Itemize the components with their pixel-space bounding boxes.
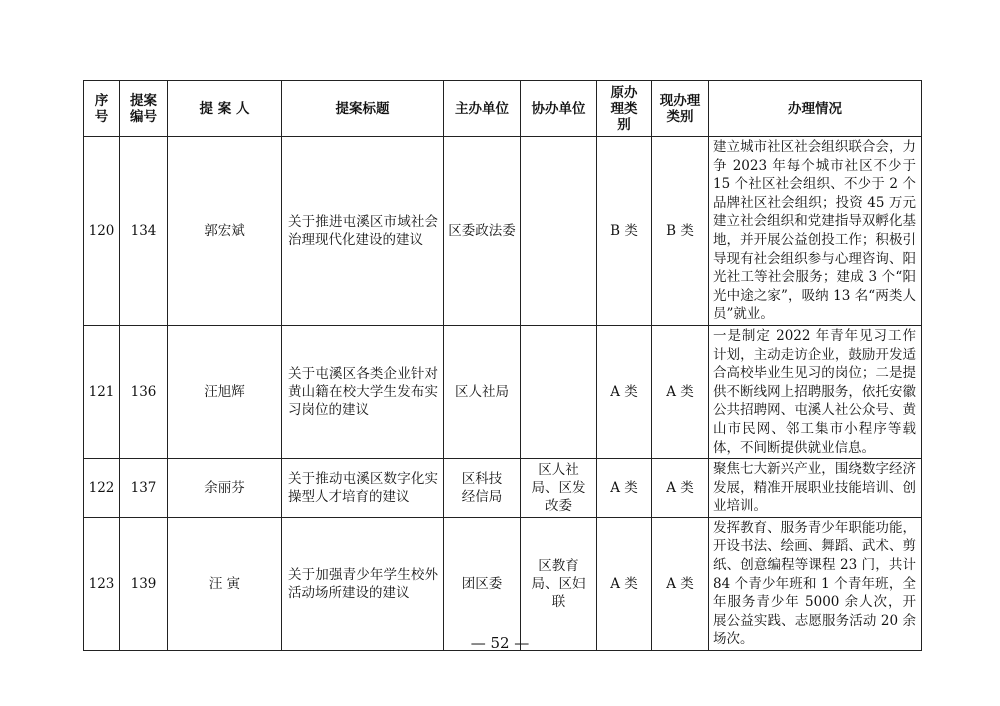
header-row xyxy=(84,81,922,137)
cell-proposal-no: 139 xyxy=(120,517,168,650)
cell-proposer: 汪旭辉 xyxy=(168,325,282,458)
cell-curr-type: A 类 xyxy=(652,517,709,650)
cell-orig-type: A 类 xyxy=(597,517,652,650)
cell-title: 关于加强青少年学生校外活动场所建设的建议 xyxy=(282,517,444,650)
page-number: — 52 — xyxy=(470,634,530,652)
cell-orig-type: A 类 xyxy=(597,459,652,518)
cell-seq: 123 xyxy=(84,517,120,650)
cell-proposer: 郭宏斌 xyxy=(168,137,282,326)
cell-assist-unit: 区教育局、区妇联 xyxy=(521,517,597,650)
cell-orig-type: A 类 xyxy=(597,325,652,458)
cell-title: 关于推进屯溪区市域社会治理现代化建设的建议 xyxy=(282,137,444,326)
header-lead-unit: 主办单位 xyxy=(444,81,521,137)
cell-lead-unit: 区委政法委 xyxy=(444,137,521,326)
header-title: 提案标题 xyxy=(282,81,444,137)
table-row xyxy=(84,325,922,458)
cell-lead-unit: 区科技经信局 xyxy=(444,459,521,518)
cell-assist-unit xyxy=(521,137,597,326)
header-curr-type: 现办理类别 xyxy=(652,81,709,137)
header-handling: 办理情况 xyxy=(709,81,922,137)
cell-proposer: 余丽芬 xyxy=(168,459,282,518)
cell-seq: 122 xyxy=(84,459,120,518)
cell-curr-type: A 类 xyxy=(652,325,709,458)
cell-handling: 一是制定 2022 年青年见习工作计划，主动走访企业，鼓励开发适合高校毕业生见习的岗位；二是提供不断线网上招聘服务，依托安徽公共招聘网、屯溪人社公众号、黄山市民网、邻工集市小程序等载体，不间断提供就业信息。 xyxy=(709,325,922,458)
header-seq: 序号 xyxy=(84,81,120,137)
header-orig-type: 原办理类别 xyxy=(597,81,652,137)
header-proposer: 提 案 人 xyxy=(168,81,282,137)
cell-title: 关于推动屯溪区数字化实操型人才培育的建议 xyxy=(282,459,444,518)
cell-assist-unit: 区人社局、区发改委 xyxy=(521,459,597,518)
cell-proposer: 汪 寅 xyxy=(168,517,282,650)
cell-handling: 发挥教育、服务青少年职能功能，开设书法、绘画、舞蹈、武术、剪纸、创意编程等课程 23 门，共计 84 个青少年班和 1 个青年班，全年服务青少年 5000 余人次，开展公益实践、志愿服务活动 20 余场次。 xyxy=(709,517,922,650)
table-row xyxy=(84,517,922,650)
proposal-table xyxy=(83,80,922,651)
table-row xyxy=(84,137,922,326)
cell-proposal-no: 137 xyxy=(120,459,168,518)
cell-lead-unit: 区人社局 xyxy=(444,325,521,458)
cell-proposal-no: 134 xyxy=(120,137,168,326)
cell-handling: 聚焦七大新兴产业，围绕数字经济发展，精准开展职业技能培训、创业培训。 xyxy=(709,459,922,518)
cell-curr-type: B 类 xyxy=(652,137,709,326)
cell-orig-type: B 类 xyxy=(597,137,652,326)
cell-seq: 120 xyxy=(84,137,120,326)
cell-seq: 121 xyxy=(84,325,120,458)
header-proposal-no: 提案编号 xyxy=(120,81,168,137)
cell-handling: 建立城市社区社会组织联合会，力争 2023 年每个城市社区不少于 15 个社区社会组织、不少于 2 个品牌社区社会组织；投资 45 万元建立社会组织和党建指导双孵化基地，并开展公益创投工作；积极引导现有社会组织参与心理咨询、阳光社工等社会服务；建成 3 个“阳光中途之家”，吸纳 13 名“两类人员”就业。 xyxy=(709,137,922,326)
table-row xyxy=(84,459,922,518)
cell-curr-type: A 类 xyxy=(652,459,709,518)
cell-title: 关于屯溪区各类企业针对黄山籍在校大学生发布实习岗位的建议 xyxy=(282,325,444,458)
cell-proposal-no: 136 xyxy=(120,325,168,458)
header-assist-unit: 协办单位 xyxy=(521,81,597,137)
cell-lead-unit: 团区委 xyxy=(444,517,521,650)
cell-assist-unit xyxy=(521,325,597,458)
